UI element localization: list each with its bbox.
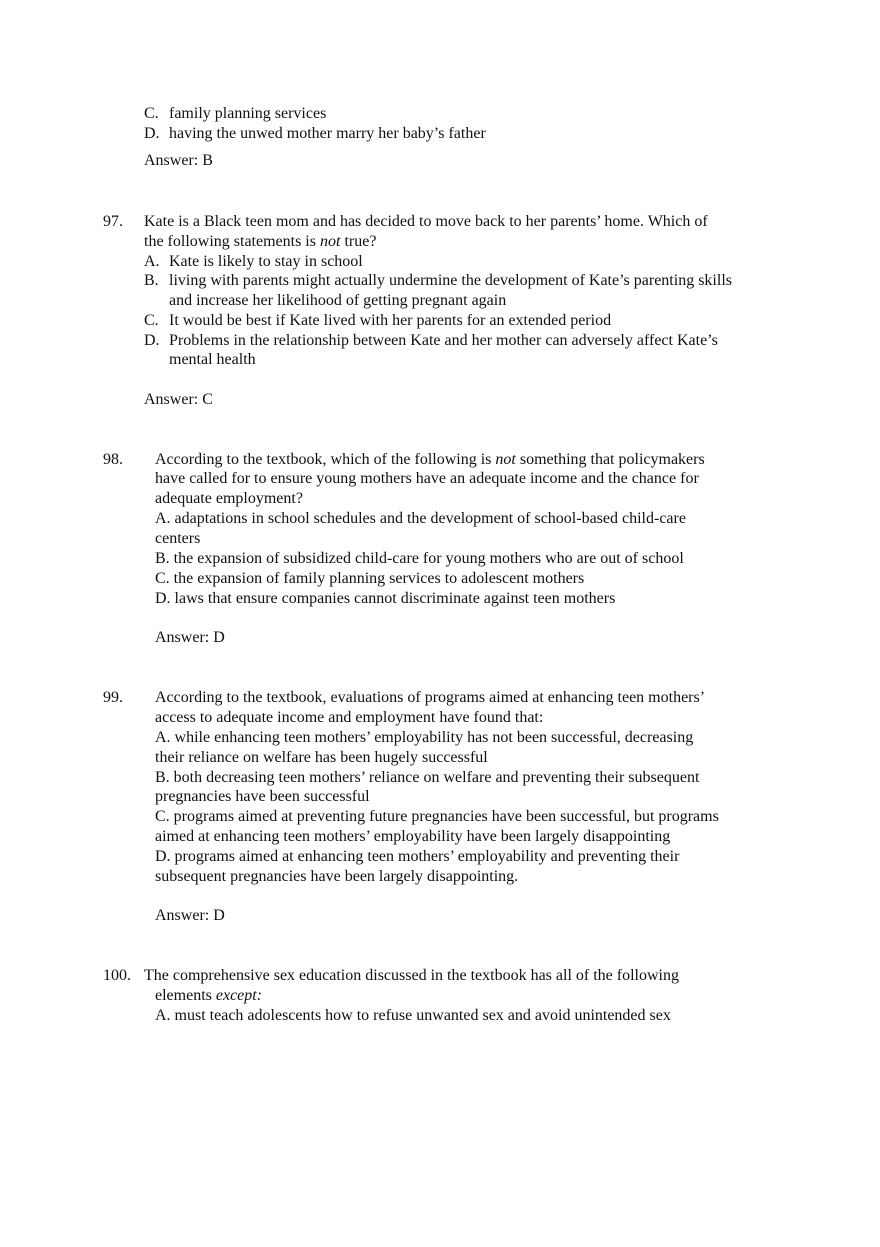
q98-number: 98.	[103, 451, 123, 468]
q100-number: 100.	[103, 967, 131, 984]
q99-line: C. programs aimed at preventing future pregnancies have been successful, but programs	[155, 808, 719, 825]
stem-emphasis: not	[495, 451, 516, 468]
option-text: having the unwed mother marry her baby’s father	[169, 125, 486, 142]
q97-stem-line1: Kate is a Black teen mom and has decided to move back to her parents’ home. Which of	[144, 213, 708, 230]
q97-option-b	[144, 271, 732, 291]
q100-stem-line1: The comprehensive sex education discussed in the textbook has all of the following	[144, 967, 679, 984]
q99-line: subsequent pregnancies have been largely disappointing.	[155, 868, 519, 885]
q98-stem-line3: adequate employment?	[155, 490, 303, 507]
option-text: living with parents might actually undermine the development of Kate’s parenting skills	[169, 272, 732, 289]
q97-option-d	[144, 331, 718, 351]
q98-stem-line2: have called for to ensure young mothers have an adequate income and the chance for	[155, 470, 699, 487]
q99-line: According to the textbook, evaluations of programs aimed at enhancing teen mothers’	[155, 689, 706, 706]
option-letter: B.	[144, 272, 159, 289]
q96-option-d	[144, 124, 486, 144]
q99-line: pregnancies have been successful	[155, 788, 370, 805]
q97-option-d-cont: mental health	[169, 351, 256, 368]
q99-line: aimed at enhancing teen mothers’ employability have been largely disappointing	[155, 828, 671, 845]
stem-text: elements	[155, 987, 216, 1004]
option-text: Kate is likely to stay in school	[169, 253, 363, 270]
q98-line: C. the expansion of family planning services to adolescent mothers	[155, 570, 585, 587]
option-letter: A.	[144, 253, 160, 270]
q97-option-a	[144, 252, 363, 272]
q96-option-c	[144, 104, 327, 124]
option-text: Problems in the relationship between Kate and her mother can adversely affect Kate’s	[169, 332, 718, 349]
q97-number: 97.	[103, 213, 123, 230]
q97-answer: Answer: C	[144, 391, 213, 408]
stem-text: the following statements is	[144, 233, 320, 250]
q100-stem-line2	[155, 986, 262, 1006]
q98-line: D. laws that ensure companies cannot discriminate against teen mothers	[155, 590, 616, 607]
option-letter: C.	[144, 312, 159, 329]
q99-line: A. while enhancing teen mothers’ employability has not been successful, decreasing	[155, 729, 694, 746]
q97-option-b-cont: and increase her likelihood of getting pregnant again	[169, 292, 507, 309]
stem-text: true?	[340, 233, 377, 250]
q98-line: B. the expansion of subsidized child-care for young mothers who are out of school	[155, 550, 684, 567]
option-letter: D.	[144, 332, 160, 349]
stem-emphasis: except:	[215, 987, 263, 1004]
stem-text: According to the textbook, which of the following is	[155, 451, 496, 468]
q97-option-c	[144, 311, 612, 331]
stem-emphasis: not	[319, 233, 341, 250]
q98-answer: Answer: D	[155, 629, 225, 646]
q98-stem-line1	[155, 450, 705, 470]
option-letter: C.	[144, 105, 159, 122]
q96-answer: Answer: B	[144, 152, 213, 169]
q99-line: access to adequate income and employment have found that:	[155, 709, 544, 726]
q98-line: A. adaptations in school schedules and the development of school-based child-care	[155, 510, 686, 527]
q99-number: 99.	[103, 689, 123, 706]
q100-option-a: A. must teach adolescents how to refuse unwanted sex and avoid unintended sex	[155, 1007, 671, 1024]
stem-text: something that policymakers	[515, 451, 705, 468]
option-text: It would be best if Kate lived with her parents for an extended period	[169, 312, 612, 329]
option-text: family planning services	[169, 105, 327, 122]
q97-stem-line2	[144, 232, 376, 252]
q99-line: their reliance on welfare has been hugely successful	[155, 749, 488, 766]
q99-answer: Answer: D	[155, 907, 225, 924]
q98-line: centers	[155, 530, 201, 547]
option-letter: D.	[144, 125, 160, 142]
q99-line: D. programs aimed at enhancing teen mothers’ employability and preventing their	[155, 848, 680, 865]
q99-line: B. both decreasing teen mothers’ reliance on welfare and preventing their subsequent	[155, 769, 700, 786]
